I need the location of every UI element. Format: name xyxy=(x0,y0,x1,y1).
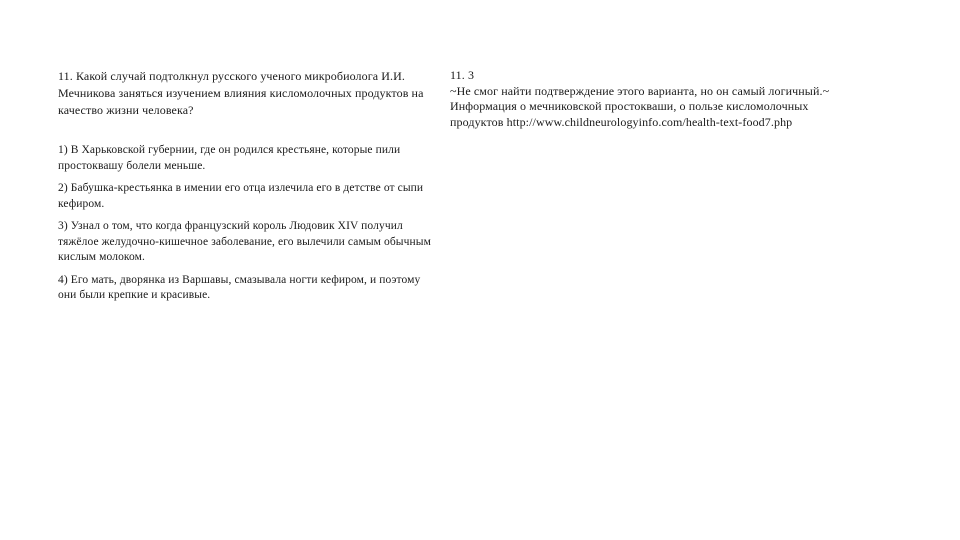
answer-number: 11. 3 xyxy=(450,68,475,82)
options-list xyxy=(58,143,436,304)
option-3: 3) Узнал о том, что когда французский король Людовик XIV получил тяжёлое желудочно-кишечное заболевание, его вылечили самым обычным кислым молоком. xyxy=(58,220,431,263)
answer-column xyxy=(450,68,920,130)
answer-note: ~Не смог найти подтверждение этого варианта, но он самый логичный.~ xyxy=(450,83,830,98)
option-2: 2) Бабушка-крестьянка в имении его отца излечила его в детстве от сыпи кефиром. xyxy=(58,182,424,210)
answer-source: продуктов http://www.childneurologyinfo.com/health-text-food7.php xyxy=(450,114,793,129)
answer-info: Информация о мечниковской простокваши, о пользе кисломолочных xyxy=(450,99,809,114)
question-column xyxy=(58,68,436,311)
option-4: 4) Его мать, дворянка из Варшавы, смазывала ногти кефиром, и поэтому они были крепкие и красивые. xyxy=(58,273,421,301)
option-1: 1) В Харьковской губернии, где он родился крестьяне, которые пили простоквашу болели меньше. xyxy=(58,144,401,172)
question-text: 11. Какой случай подтолкнул русского ученого микробиолога И.И. Мечникова заняться изучением влияния кисломолочных продуктов на качество жизни человека? xyxy=(58,69,424,117)
